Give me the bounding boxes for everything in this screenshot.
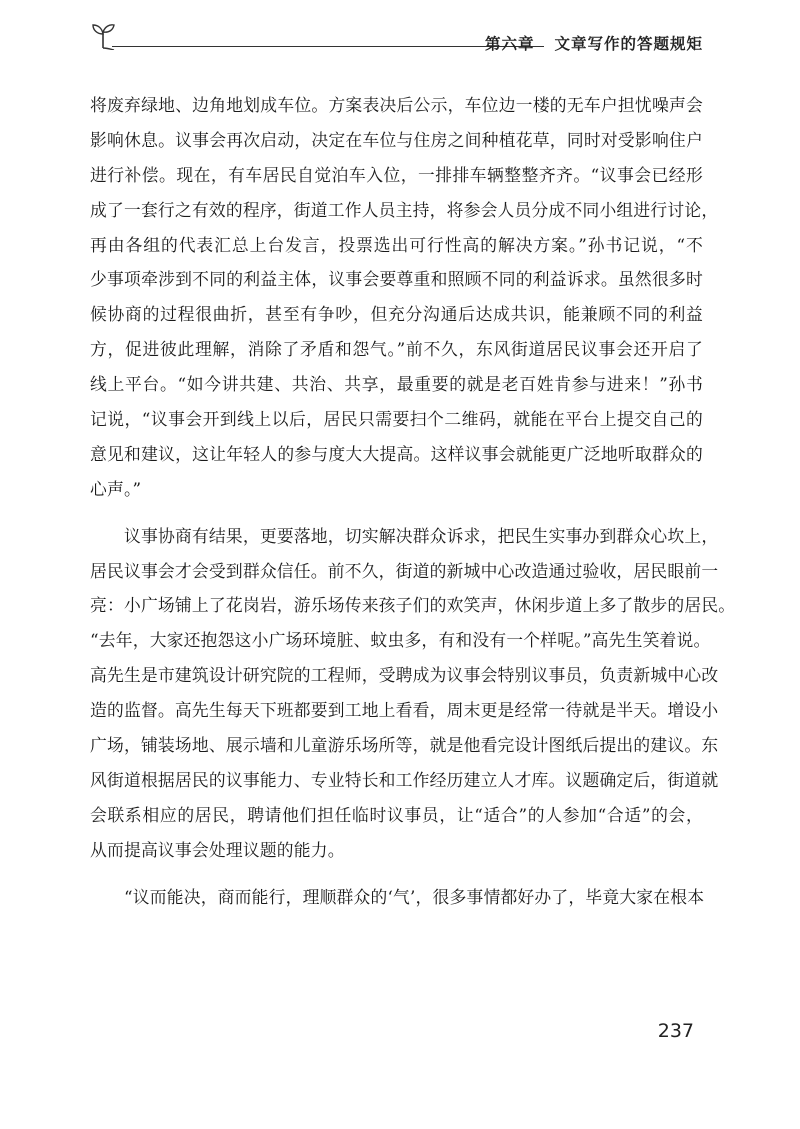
- paragraph-gap: [90, 868, 703, 880]
- text-line: 广场，铺装场地、展示墙和儿童游乐场所等，就是他看完设计图纸后提出的建议。东: [90, 735, 719, 756]
- text-line: 线上平台。“如今讲共建、共治、共享，最重要的就是老百姓肯参与进来！”孙书: [90, 374, 703, 395]
- page-number: 237: [657, 1020, 694, 1042]
- text-line: 影响休息。议事会再次启动，决定在车位与住房之间种植花草，同时对受影响住户: [90, 129, 703, 150]
- chapter-title: 文章写作的答题规矩: [554, 35, 703, 53]
- text-line: “去年，大家还抱怨这小广场环境脏、蚊虫多，有和没有一个样呢。”高先生笑着说。: [90, 630, 711, 651]
- paragraph-3: [90, 880, 703, 915]
- text-line: 成了一套行之有效的程序，街道工作人员主持，将参会人员分成不同小组进行讨论，: [90, 199, 719, 220]
- paragraph-1: [90, 88, 719, 507]
- text-line: 记说，“议事会开到线上以后，居民只需要扫个二维码，就能在平台上提交自己的: [90, 409, 703, 430]
- text-line: 再由各组的代表汇总上台发言，投票选出可行性高的解决方案。”孙书记说，“不: [90, 234, 703, 255]
- text-line: 将废弃绿地、边角地划成车位。方案表决后公示，车位边一楼的无车户担忧噪声会: [90, 95, 703, 115]
- header-rule: [112, 46, 544, 47]
- body-text: [90, 88, 736, 914]
- text-line: 风街道根据居民的议事能力、专业特长和工作经历建立人才库。议题确定后，街道就: [90, 769, 719, 790]
- text-line: 议事协商有结果，更要落地，切实解决群众诉求，把民生实事办到群众心坎上，: [124, 525, 719, 546]
- chapter-label: 第六章: [484, 35, 535, 53]
- text-line: 少事项牵涉到不同的利益主体，议事会要尊重和照顾不同的利益诉求。虽然很多时: [90, 269, 703, 290]
- text-line: 从而提高议事会处理议题的能力。: [90, 839, 345, 860]
- text-line: 方，促进彼此理解，消除了矛盾和怨气。”前不久，东风街道居民议事会还开启了: [90, 339, 703, 360]
- paragraph-2: [90, 519, 736, 868]
- text-line: “议而能决，商而能行，理顺群众的‘气’，很多事情都好办了，毕竟大家在根本: [124, 886, 705, 907]
- text-line: 高先生是市建筑设计研究院的工程师，受聘成为议事会特别议事员，负责新城中心改: [90, 665, 719, 686]
- text-line: 居民议事会才会受到群众信任。前不久，街道的新城中心改造通过验收，居民眼前一: [90, 560, 719, 581]
- text-line: 意见和建议，这让年轻人的参与度大大提高。这样议事会就能更广泛地听取群众的: [90, 443, 703, 464]
- text-line: 心声。”: [90, 478, 142, 499]
- text-line: 进行补偿。现在，有车居民自觉泊车入位，一排排车辆整整齐齐。“议事会已经形: [90, 164, 703, 185]
- text-line: 造的监督。高先生每天下班都要到工地上看看，周末更是经常一待就是半天。增设小: [90, 700, 719, 721]
- text-line: 候协商的过程很曲折，甚至有争吵，但充分沟通后达成共识，能兼顾不同的利益: [90, 304, 703, 325]
- header-title: [485, 32, 703, 54]
- text-line: 会联系相应的居民，聘请他们担任临时议事员，让“适合”的人参加“合适”的会，: [90, 804, 704, 825]
- text-line: 亮：小广场铺上了花岗岩，游乐场传来孩子们的欢笑声，休闲步道上多了散步的居民。: [90, 595, 736, 616]
- paragraph-gap: [90, 507, 703, 519]
- running-header: [88, 18, 703, 58]
